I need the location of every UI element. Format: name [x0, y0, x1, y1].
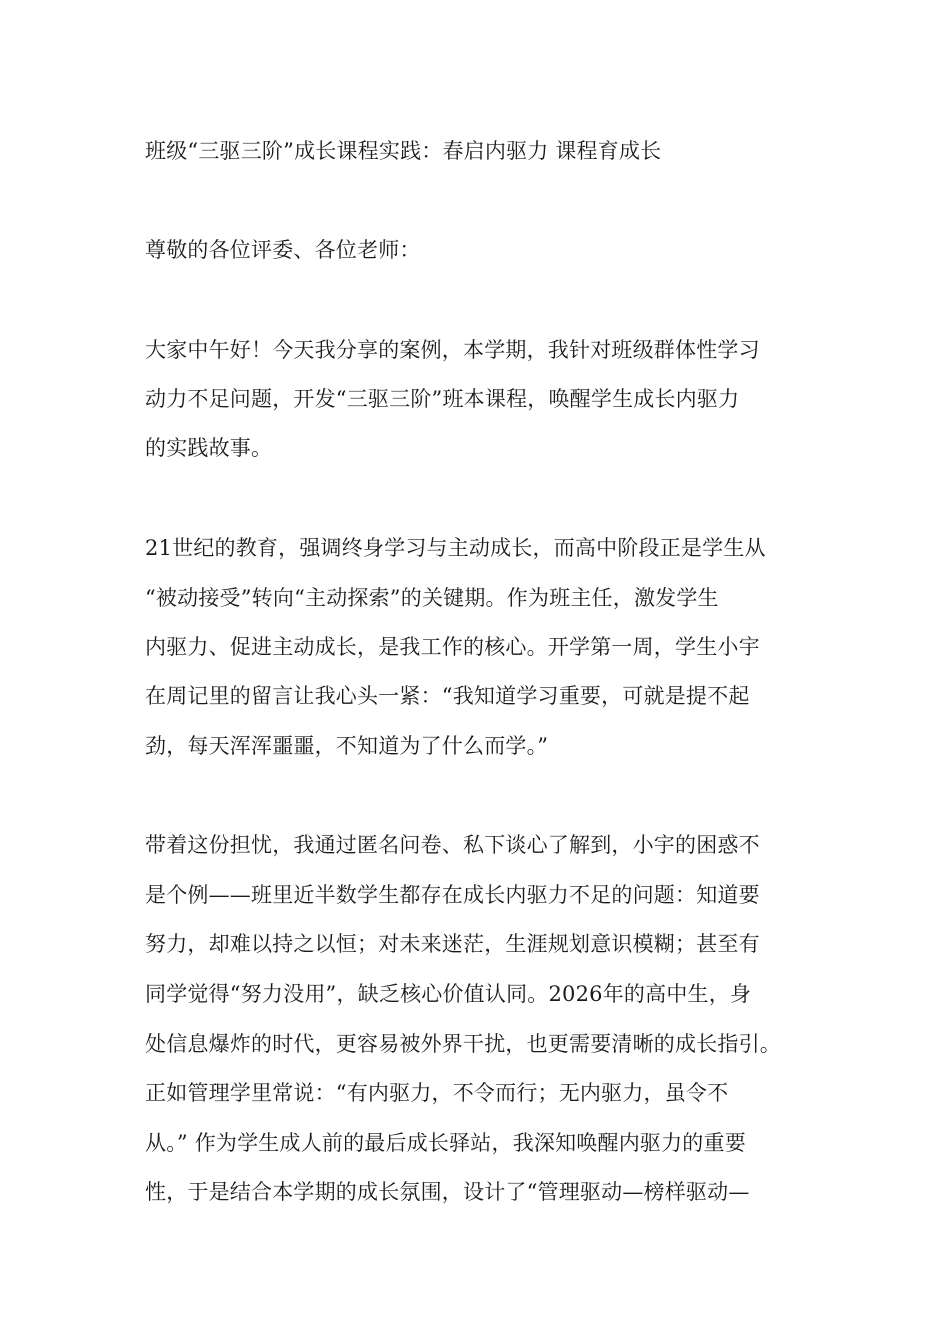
- paragraph-line: “被动接受”转向“主动探索”的关键期。作为班主任，激发学生: [145, 586, 719, 610]
- salutation: 尊敬的各位评委、各位老师：: [145, 238, 421, 262]
- paragraph-line: 动力不足问题，开发“三驱三阶”班本课程，唤醒学生成长内驱力: [145, 387, 740, 411]
- paragraph-line: 21世纪的教育，强调终身学习与主动成长，而高中阶段正是学生从: [145, 536, 766, 560]
- paragraph-line: 从。” 作为学生成人前的最后成长驿站，我深知唤醒内驱力的重要: [145, 1131, 746, 1155]
- paragraph-line: 的实践故事。: [145, 436, 273, 460]
- paragraph-line: 劲，每天浑浑噩噩，不知道为了什么而学。”: [145, 734, 549, 758]
- paragraph-line: 带着这份担忧，我通过匿名问卷、私下谈心了解到，小宇的困惑不: [145, 833, 760, 857]
- paragraph-line: 是个例——班里近半数学生都存在成长内驱力不足的问题：知道要: [145, 883, 760, 907]
- paragraph-line: 同学觉得“努力没用”，缺乏核心价值认同。2026年的高中生，身: [145, 982, 752, 1006]
- paragraph-line: 内驱力、促进主动成长，是我工作的核心。开学第一周，学生小宇: [145, 635, 760, 659]
- paragraph-line: 努力，却难以持之以恒；对未来迷茫，生涯规划意识模糊；甚至有: [145, 932, 760, 956]
- paragraph-line: 正如管理学里常说：“有内驱力，不令而行；无内驱力，虽令不: [145, 1081, 729, 1105]
- paragraph-line: 在周记里的留言让我心头一紧：“我知道学习重要，可就是提不起: [145, 684, 750, 708]
- paragraph-line: 处信息爆炸的时代，更容易被外界干扰，也更需要清晰的成长指引。: [145, 1032, 781, 1056]
- paragraph-line: 大家中午好！今天我分享的案例，本学期，我针对班级群体性学习: [145, 338, 760, 362]
- document-title: 班级“三驱三阶”成长课程实践：春启内驱力 课程育成长: [145, 139, 662, 163]
- paragraph-line: 性，于是结合本学期的成长氛围，设计了“管理驱动—榜样驱动—: [145, 1180, 750, 1204]
